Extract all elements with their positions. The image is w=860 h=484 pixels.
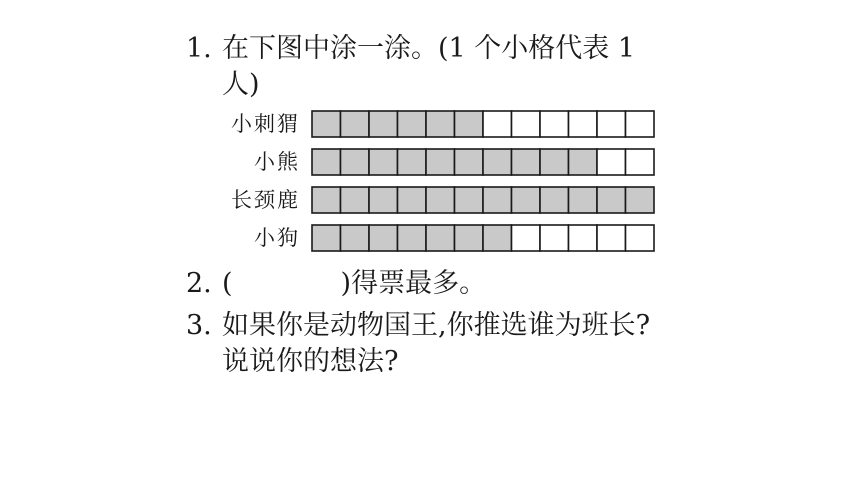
filled-cell[interactable]	[426, 149, 455, 175]
question-1-number: 1.	[186, 33, 212, 64]
row-label: 小熊	[254, 150, 300, 174]
question-2-line	[186, 268, 486, 300]
empty-cell[interactable]	[626, 149, 655, 175]
question-3-number: 3.	[186, 310, 212, 341]
question-3-text: 如果你是动物国王,你推选谁为班长?	[222, 310, 651, 341]
filled-cell[interactable]	[512, 149, 541, 175]
empty-cell[interactable]	[597, 225, 626, 251]
empty-cell[interactable]	[483, 111, 512, 137]
filled-cell[interactable]	[369, 149, 398, 175]
filled-cell[interactable]	[398, 111, 427, 137]
filled-cell[interactable]	[341, 111, 370, 137]
question-2-number: 2.	[186, 268, 212, 299]
filled-cell[interactable]	[455, 225, 484, 251]
filled-cell[interactable]	[341, 225, 370, 251]
filled-cell[interactable]	[312, 225, 341, 251]
filled-cell[interactable]	[369, 225, 398, 251]
filled-cell[interactable]	[483, 149, 512, 175]
filled-cell[interactable]	[369, 111, 398, 137]
filled-cell[interactable]	[540, 149, 569, 175]
filled-cell[interactable]	[455, 149, 484, 175]
filled-cell[interactable]	[626, 187, 655, 213]
empty-cell[interactable]	[540, 111, 569, 137]
filled-cell[interactable]	[455, 111, 484, 137]
empty-cell[interactable]	[626, 225, 655, 251]
empty-cell[interactable]	[512, 111, 541, 137]
filled-cell[interactable]	[540, 187, 569, 213]
row-label: 小狗	[254, 226, 300, 250]
filled-cell[interactable]	[426, 111, 455, 137]
empty-cell[interactable]	[597, 149, 626, 175]
filled-cell[interactable]	[569, 187, 598, 213]
row-label: 长颈鹿	[231, 188, 300, 212]
filled-cell[interactable]	[341, 187, 370, 213]
filled-cell[interactable]	[455, 187, 484, 213]
filled-cell[interactable]	[312, 187, 341, 213]
filled-cell[interactable]	[426, 187, 455, 213]
filled-cell[interactable]	[341, 149, 370, 175]
empty-cell[interactable]	[569, 225, 598, 251]
filled-cell[interactable]	[312, 149, 341, 175]
filled-cell[interactable]	[312, 111, 341, 137]
filled-cell[interactable]	[512, 187, 541, 213]
filled-cell[interactable]	[569, 149, 598, 175]
question-2-open-paren: (	[222, 268, 233, 299]
filled-cell[interactable]	[426, 225, 455, 251]
empty-cell[interactable]	[569, 111, 598, 137]
filled-cell[interactable]	[369, 187, 398, 213]
filled-cell[interactable]	[597, 187, 626, 213]
empty-cell[interactable]	[597, 111, 626, 137]
question-3-line-1	[186, 310, 650, 342]
empty-cell[interactable]	[540, 225, 569, 251]
question-1-text: 在下图中涂一涂。(1 个小格代表 1	[222, 33, 636, 64]
filled-cell[interactable]	[483, 187, 512, 213]
question-1-line-2: 人)	[222, 69, 260, 100]
question-2-text: )得票最多。	[340, 268, 487, 299]
row-label: 小刺猬	[231, 112, 300, 136]
filled-cell[interactable]	[398, 149, 427, 175]
filled-cell[interactable]	[398, 225, 427, 251]
empty-cell[interactable]	[626, 111, 655, 137]
filled-cell[interactable]	[483, 225, 512, 251]
filled-cell[interactable]	[398, 187, 427, 213]
empty-cell[interactable]	[512, 225, 541, 251]
question-3-line-2: 说说你的想法?	[222, 346, 399, 377]
